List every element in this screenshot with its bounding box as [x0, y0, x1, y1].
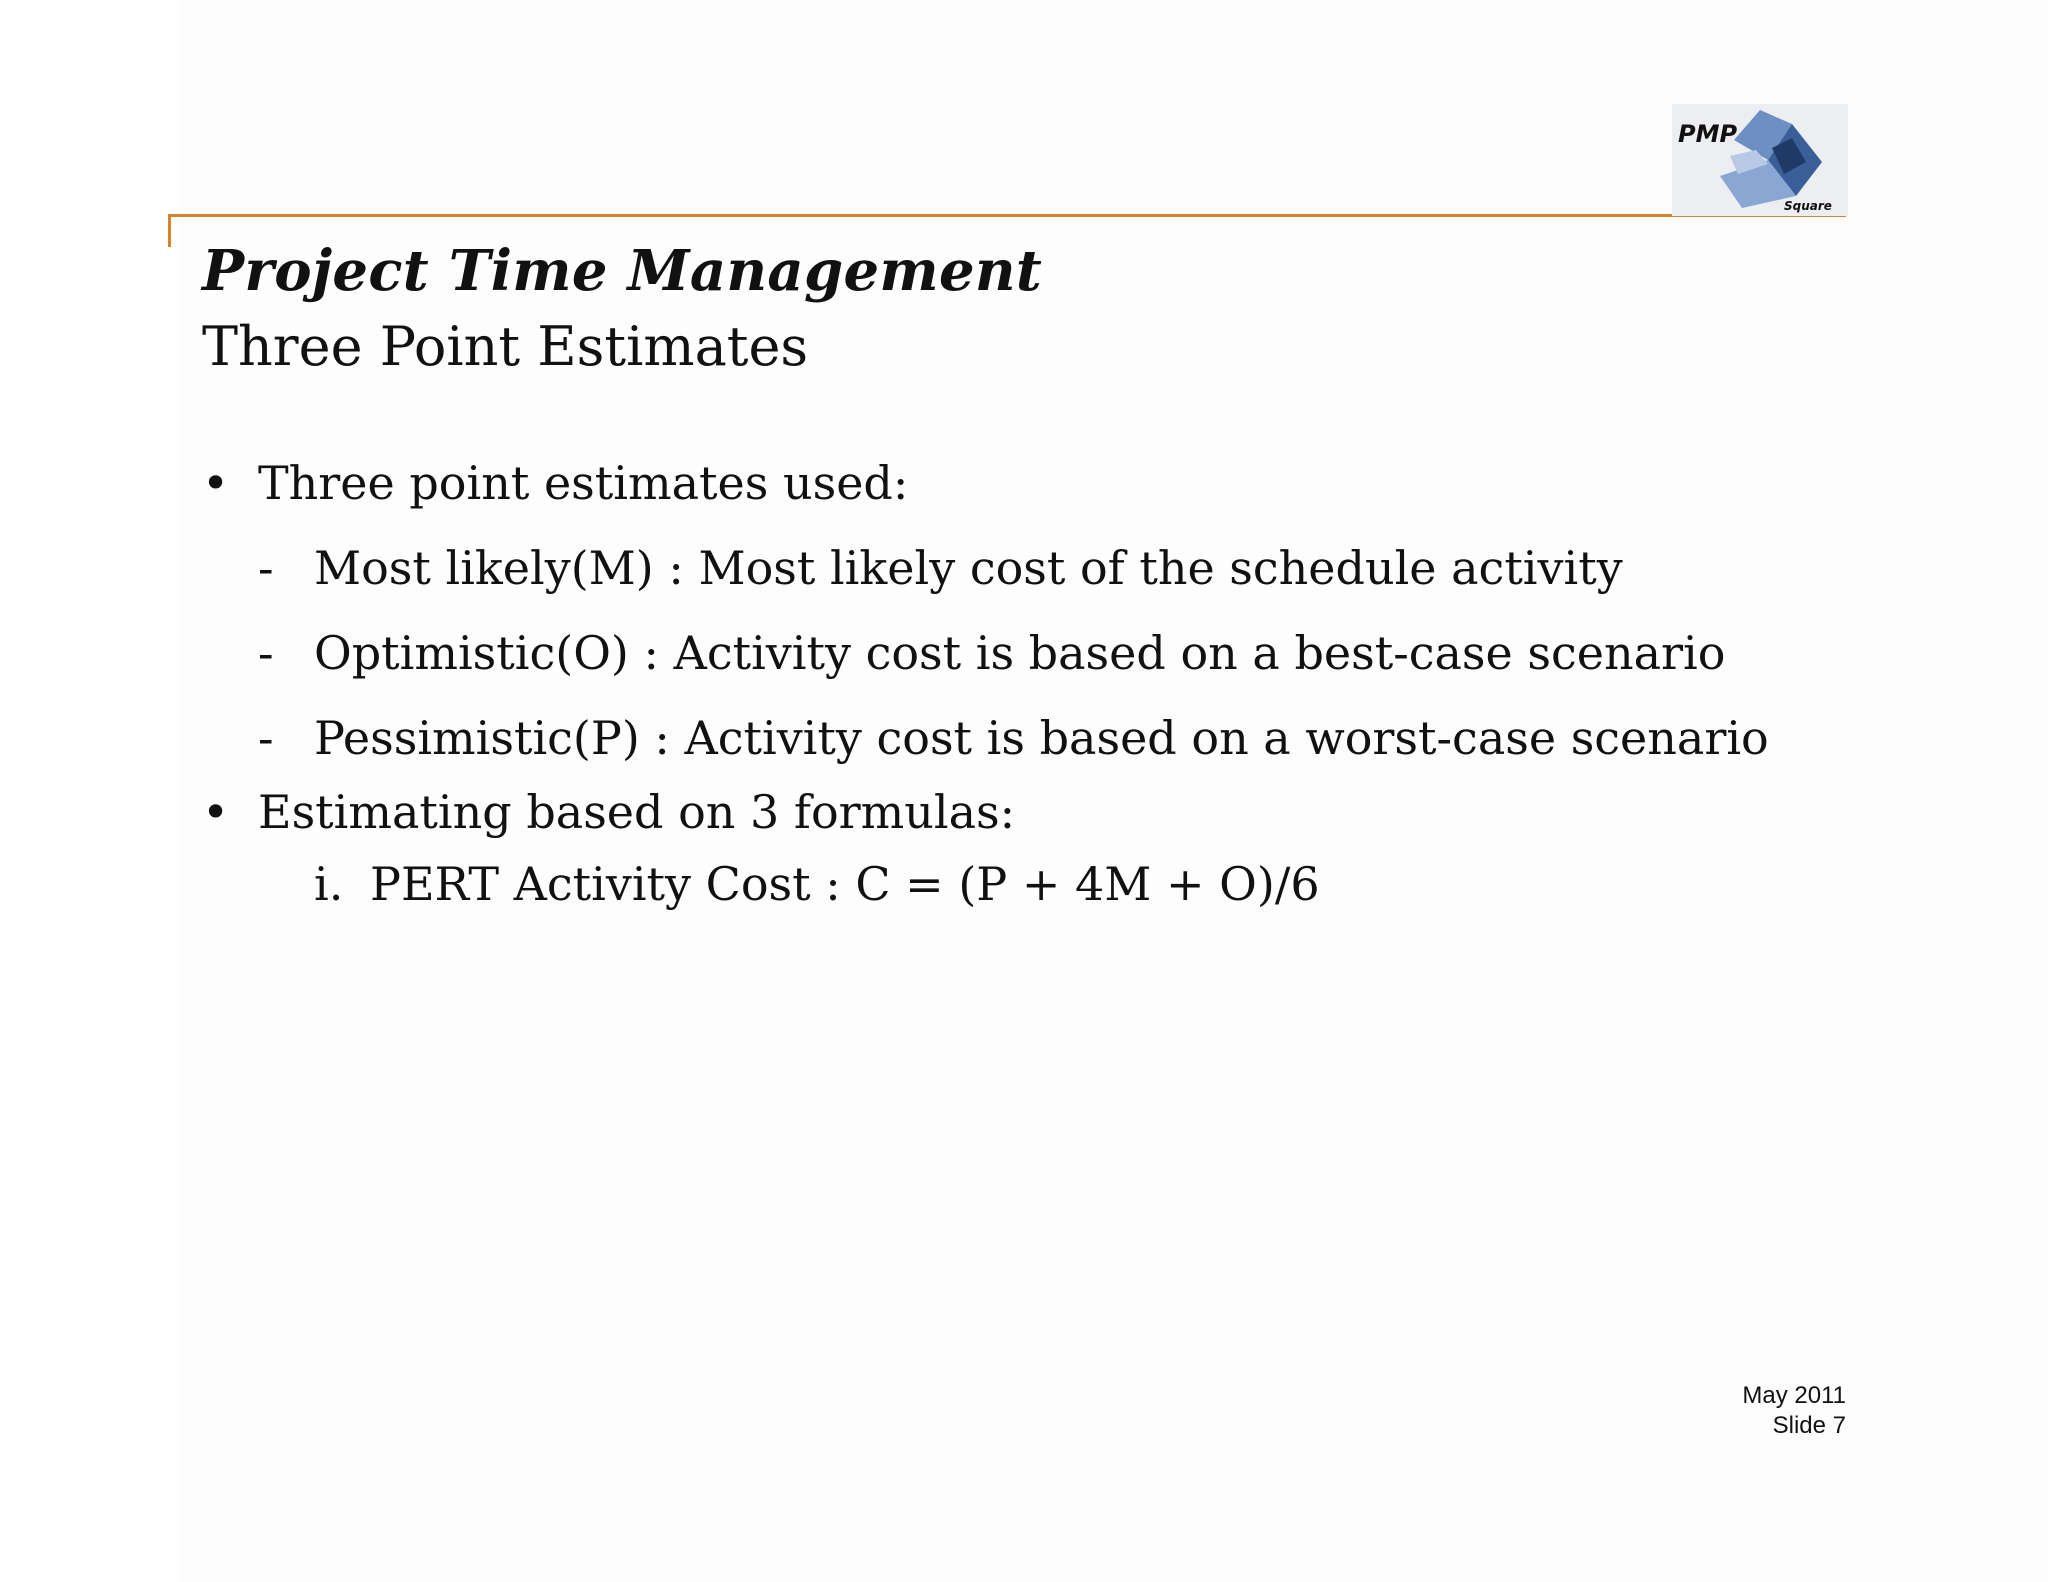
footer-date: May 2011 — [1742, 1382, 1846, 1409]
header-rule — [168, 214, 1846, 217]
bullet-text: Estimating based on 3 formulas: — [258, 785, 1016, 839]
logo-text-square: Square — [1784, 199, 1832, 213]
footer-slide-number: Slide 7 — [1772, 1412, 1846, 1439]
bullet-text: Three point estimates used: — [258, 456, 909, 510]
header-rule-tick — [168, 214, 171, 247]
subitem-pessimistic: Pessimistic(P) : Activity cost is based on a worst-case scenario — [314, 711, 1769, 765]
slide-title: Project Time Management — [202, 238, 1043, 304]
slide-subtitle: Three Point Estimates — [202, 315, 809, 378]
subitem-marker: - — [258, 711, 274, 765]
formula-marker: i. — [314, 857, 344, 911]
bullet-marker: • — [202, 456, 230, 510]
pmp-square-logo — [1672, 104, 1848, 216]
subitem-most-likely: Most likely(M) : Most likely cost of the schedule activity — [314, 541, 1623, 595]
subitem-marker: - — [258, 626, 274, 680]
pmp-square-logo-icon — [1672, 104, 1848, 216]
subitem-marker: - — [258, 541, 274, 595]
formula-pert-activity-cost: PERT Activity Cost : C = (P + 4M + O)/6 — [370, 857, 1320, 911]
bullet-marker: • — [202, 785, 230, 839]
subitem-optimistic: Optimistic(O) : Activity cost is based on a best-case scenario — [314, 626, 1726, 680]
logo-text-pmp: PMP — [1678, 120, 1738, 148]
